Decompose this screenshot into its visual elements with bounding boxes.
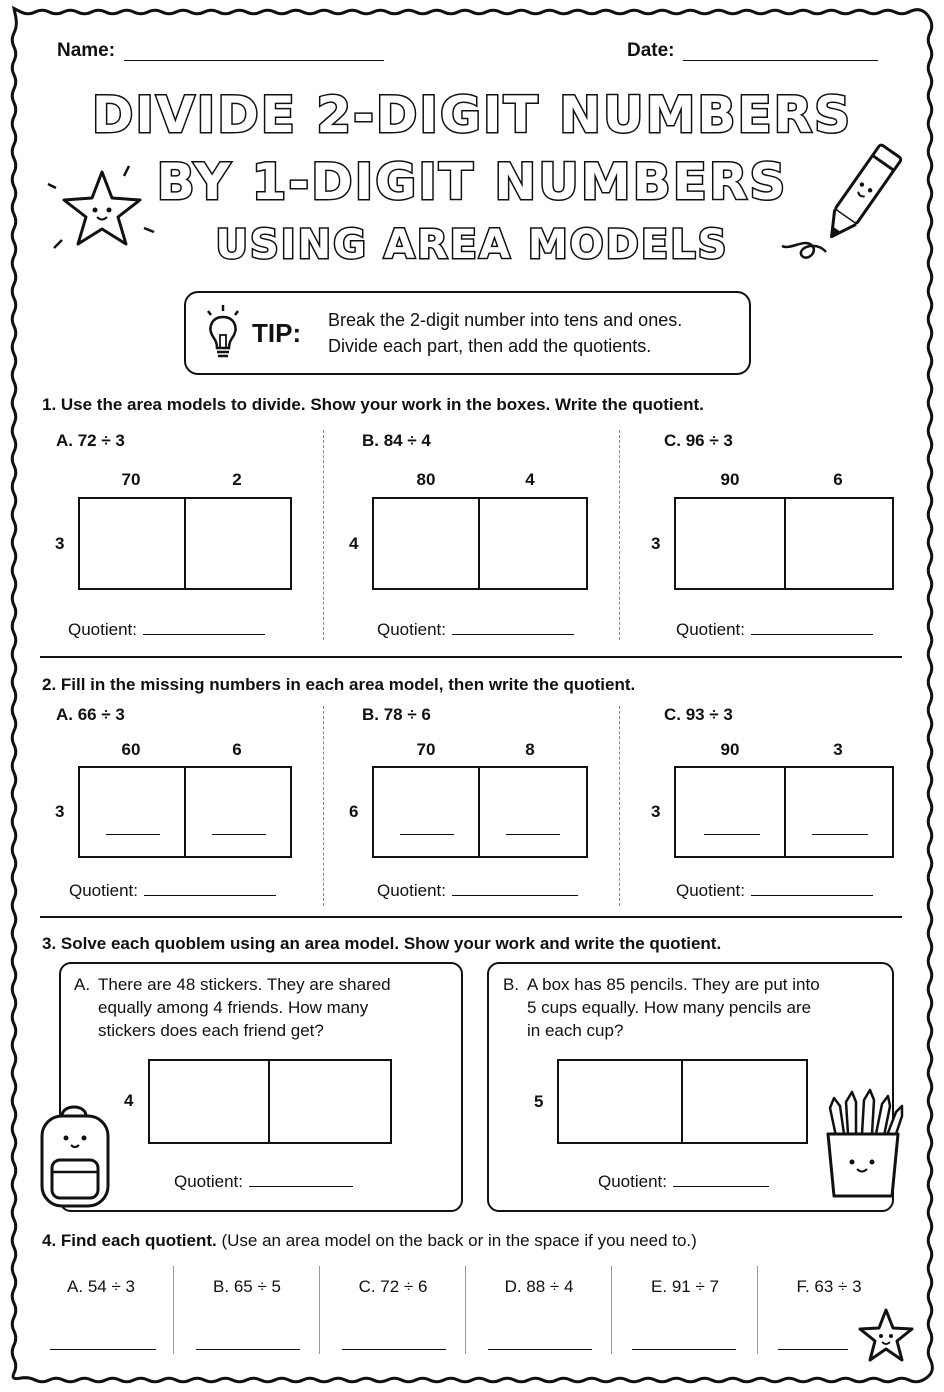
answer-4d-field[interactable]	[488, 1349, 592, 1350]
answer-4c-field[interactable]	[342, 1349, 446, 1350]
section-4-title-rest: (Use an area model on the back or in the space if you need to.)	[221, 1231, 697, 1250]
missing-number-field[interactable]	[812, 834, 868, 835]
problem-4b-label: B. 65 ÷ 5	[213, 1277, 281, 1296]
section-divider	[40, 916, 902, 918]
problem-4e-label: E. 91 ÷ 7	[651, 1277, 719, 1296]
section-1-title: 1. Use the area models to divide. Show your work in the boxes. Write the quotient.	[42, 395, 704, 414]
area-box-tens	[78, 766, 188, 858]
problem-4c-label: C. 72 ÷ 6	[358, 1277, 428, 1296]
problem-4a-label: A. 54 ÷ 3	[67, 1277, 135, 1296]
quotient-2a	[69, 881, 276, 901]
tens-label: 90	[720, 740, 740, 759]
word-problem-b-line-2: 5 cups equally. How many pencils are	[527, 998, 812, 1017]
divisor-label: 3	[651, 802, 661, 821]
problem-1a-label: A. 72 ÷ 3	[56, 431, 125, 450]
quotient-label: Quotient:	[69, 881, 138, 900]
quotient-answer-field[interactable]	[751, 881, 873, 896]
word-problem-a-line-2: equally among 4 friends. How many	[98, 998, 369, 1017]
date-field[interactable]	[683, 60, 878, 61]
column-divider	[757, 1266, 758, 1354]
missing-number-field[interactable]	[212, 834, 266, 835]
column-divider	[619, 706, 620, 906]
word-problem-a-line-3: stickers does each friend get?	[98, 1021, 324, 1040]
area-box-ones[interactable]	[268, 1059, 392, 1144]
quotient-label: Quotient:	[377, 620, 446, 639]
quotient-label: Quotient:	[68, 620, 137, 639]
problem-4f-label: F. 63 ÷ 3	[796, 1277, 862, 1296]
area-box-ones[interactable]	[681, 1059, 808, 1144]
star-icon	[44, 158, 159, 258]
divisor-label: 4	[124, 1091, 134, 1110]
quotient-1c	[676, 620, 873, 640]
word-problem-b-line-1: A box has 85 pencils. They are put into	[527, 975, 820, 994]
tens-label: 80	[416, 470, 436, 489]
missing-number-field[interactable]	[506, 834, 560, 835]
ones-label: 6	[232, 740, 242, 759]
quotient-answer-field[interactable]	[143, 620, 265, 635]
divisor-label: 3	[55, 802, 65, 821]
word-problem-b-letter: B.	[503, 975, 520, 994]
word-problem-a-letter: A.	[74, 975, 91, 994]
quotient-label: Quotient:	[174, 1172, 243, 1191]
backpack-icon	[34, 1102, 118, 1210]
section-2-title: 2. Fill in the missing numbers in each area model, then write the quotient.	[42, 675, 636, 694]
quotient-3b	[598, 1172, 769, 1192]
pencil-cup-icon	[822, 1086, 908, 1202]
area-box-ones[interactable]	[184, 497, 292, 590]
tip-line-2: Divide each part, then add the quotients.	[328, 336, 652, 356]
problem-1b-label: B. 84 ÷ 4	[362, 431, 431, 450]
tens-label: 60	[121, 740, 141, 759]
column-divider	[611, 1266, 612, 1354]
problem-1c-label: C. 96 ÷ 3	[664, 431, 733, 450]
column-divider	[323, 706, 324, 906]
quotient-label: Quotient:	[598, 1172, 667, 1191]
problem-2c-label: C. 93 ÷ 3	[664, 705, 733, 724]
area-box-tens[interactable]	[148, 1059, 272, 1144]
missing-number-field[interactable]	[704, 834, 760, 835]
divisor-label: 5	[534, 1092, 544, 1111]
quotient-answer-field[interactable]	[452, 620, 574, 635]
word-problem-b-line-3: in each cup?	[527, 1021, 624, 1040]
divisor-label: 3	[651, 534, 661, 553]
area-box-ones[interactable]	[784, 497, 894, 590]
word-problem-a-line-1: There are 48 stickers. They are shared	[98, 975, 391, 994]
name-label: Name:	[57, 40, 116, 61]
answer-4e-field[interactable]	[632, 1349, 736, 1350]
title-line-1: DIVIDE 2-DIGIT NUMBERS	[91, 86, 853, 144]
ones-label: 4	[525, 470, 535, 489]
quotient-label: Quotient:	[676, 620, 745, 639]
section-3-title: 3. Solve each quoblem using an area model. Show your work and write the quotient.	[42, 934, 722, 953]
name-field[interactable]	[124, 60, 384, 61]
title-line-2: BY 1-DIGIT NUMBERS	[156, 153, 788, 211]
tens-label: 90	[720, 470, 740, 489]
area-box-ones	[478, 766, 588, 858]
pencil-icon	[776, 140, 906, 265]
area-box-ones	[184, 766, 292, 858]
quotient-3a	[174, 1172, 353, 1192]
tip-label: TIP:	[252, 318, 302, 348]
problem-2b-label: B. 78 ÷ 6	[362, 705, 431, 724]
ones-label: 2	[232, 470, 242, 489]
area-box-tens[interactable]	[557, 1059, 685, 1144]
area-box-ones	[784, 766, 894, 858]
lightbulb-icon	[202, 303, 244, 363]
problem-2a-label: A. 66 ÷ 3	[56, 705, 125, 724]
area-box-tens[interactable]	[372, 497, 482, 590]
quotient-answer-field[interactable]	[249, 1172, 353, 1187]
quotient-answer-field[interactable]	[751, 620, 873, 635]
column-divider	[619, 430, 620, 640]
problem-4d-label: D. 88 ÷ 4	[504, 1277, 574, 1296]
area-box-tens	[372, 766, 482, 858]
area-box-ones[interactable]	[478, 497, 588, 590]
date-label: Date:	[627, 40, 675, 61]
divisor-label: 6	[349, 802, 359, 821]
answer-4a-field[interactable]	[50, 1349, 156, 1350]
column-divider	[465, 1266, 466, 1354]
column-divider	[173, 1266, 174, 1354]
missing-number-field[interactable]	[400, 834, 454, 835]
star-icon	[852, 1304, 922, 1374]
tens-label: 70	[416, 740, 436, 759]
quotient-answer-field[interactable]	[144, 881, 276, 896]
ones-label: 8	[525, 740, 535, 759]
tens-label: 70	[121, 470, 141, 489]
ones-label: 3	[833, 740, 843, 759]
answer-4f-field[interactable]	[778, 1349, 848, 1350]
quotient-2c	[676, 881, 873, 901]
area-box-tens[interactable]	[78, 497, 188, 590]
divisor-label: 3	[55, 534, 65, 553]
quotient-label: Quotient:	[676, 881, 745, 900]
area-box-tens	[674, 766, 788, 858]
section-4-title	[42, 1231, 697, 1251]
tip-box	[184, 291, 751, 375]
quotient-answer-field[interactable]	[452, 881, 578, 896]
tip-line-1: Break the 2-digit number into tens and ones.	[328, 310, 683, 330]
quotient-1a	[68, 620, 265, 640]
ones-label: 6	[833, 470, 843, 489]
column-divider	[319, 1266, 320, 1354]
column-divider	[323, 430, 324, 640]
quotient-1b	[377, 620, 574, 640]
quotient-answer-field[interactable]	[673, 1172, 769, 1187]
quotient-2b	[377, 881, 578, 901]
divisor-label: 4	[349, 534, 359, 553]
section-divider	[40, 656, 902, 658]
area-box-tens[interactable]	[674, 497, 788, 590]
answer-4b-field[interactable]	[196, 1349, 300, 1350]
section-4-title-bold: 4. Find each quotient.	[42, 1231, 217, 1250]
quotient-label: Quotient:	[377, 881, 446, 900]
title-line-3: USING AREA MODELS	[215, 222, 729, 268]
missing-number-field[interactable]	[106, 834, 160, 835]
